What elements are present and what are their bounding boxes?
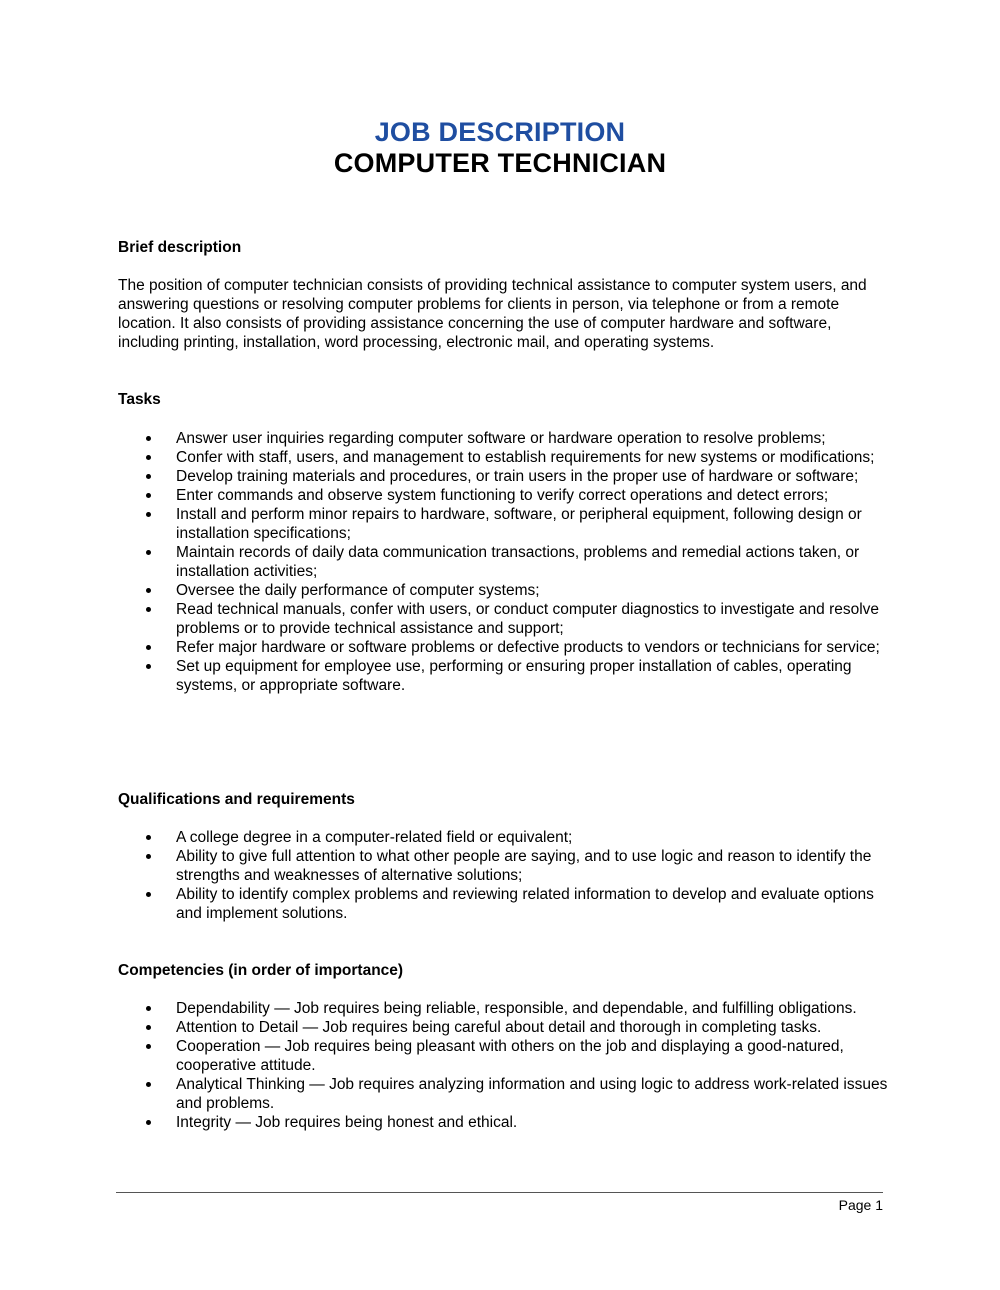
list-item <box>0 638 1000 657</box>
list-item <box>0 657 1000 695</box>
list-item <box>0 1018 1000 1037</box>
qualifications-heading: Qualifications and requirements <box>118 791 355 808</box>
list-item <box>0 429 1000 448</box>
list-item <box>0 885 1000 923</box>
list-item-text: Answer user inquiries regarding computer software or hardware operation to resolve problems; <box>176 430 826 447</box>
list-item <box>0 1113 1000 1132</box>
bullet-icon <box>146 512 151 517</box>
bullet-icon <box>146 645 151 650</box>
list-item <box>0 999 1000 1018</box>
bullet-icon <box>146 1044 151 1049</box>
document-title: JOB DESCRIPTION <box>374 117 626 147</box>
bullet-icon <box>146 1082 151 1087</box>
qualifications-list <box>0 828 1000 923</box>
bullet-icon <box>146 1006 151 1011</box>
list-item <box>0 847 1000 885</box>
list-item-text: Analytical Thinking — Job requires analyzing information and using logic to address work-related issues and problems. <box>176 1076 888 1112</box>
bullet-icon <box>146 892 151 897</box>
list-item-text: Install and perform minor repairs to hardware, software, or peripheral equipment, following design or installation specifications; <box>176 506 862 542</box>
brief-description-heading: Brief description <box>118 239 242 256</box>
list-item <box>0 1075 1000 1113</box>
list-item <box>0 543 1000 581</box>
bullet-icon <box>146 607 151 612</box>
list-item <box>0 600 1000 638</box>
list-item-text: Enter commands and observe system functioning to verify correct operations and detect errors; <box>176 487 829 504</box>
list-item <box>0 448 1000 467</box>
list-item <box>0 828 1000 847</box>
brief-description-text: The position of computer technician consists of providing technical assistance to computer system users, and answering questions or resolving computer problems for clients in person, via telephone or from a remote location. It also consists of providing assistance concerning the use of computer hardware and software, including printing, installation, word processing, electronic mail, and operating systems. <box>118 277 867 351</box>
list-item-text: Develop training materials and procedures, or train users in the proper use of hardware or software; <box>176 468 859 485</box>
bullet-icon <box>146 1120 151 1125</box>
list-item <box>0 581 1000 600</box>
bullet-icon <box>146 493 151 498</box>
list-item-text: Integrity — Job requires being honest and ethical. <box>176 1114 518 1131</box>
competencies-list <box>0 999 1000 1132</box>
competencies-heading: Competencies (in order of importance) <box>118 962 404 979</box>
document-subtitle: COMPUTER TECHNICIAN <box>333 148 667 178</box>
list-item <box>0 505 1000 543</box>
list-item <box>0 486 1000 505</box>
list-item-text: Set up equipment for employee use, performing or ensuring proper installation of cables, operating systems, or appropriate software. <box>176 658 852 694</box>
bullet-icon <box>146 474 151 479</box>
list-item-text: Read technical manuals, confer with users, or conduct computer diagnostics to investigate and resolve problems or to provide technical assistance and support; <box>176 601 880 637</box>
list-item-text: Refer major hardware or software problems or defective products to vendors or technicians for service; <box>176 639 880 656</box>
bullet-icon <box>146 436 151 441</box>
bullet-icon <box>146 835 151 840</box>
list-item-text: Ability to give full attention to what other people are saying, and to use logic and reason to identify the strengths and weaknesses of alternative solutions; <box>176 848 872 884</box>
bullet-icon <box>146 1025 151 1030</box>
list-item-text: Confer with staff, users, and management to establish requirements for new systems or modifications; <box>176 449 875 466</box>
bullet-icon <box>146 550 151 555</box>
bullet-icon <box>146 664 151 669</box>
bullet-icon <box>146 588 151 593</box>
tasks-heading: Tasks <box>118 391 161 408</box>
list-item <box>0 467 1000 486</box>
bullet-icon <box>146 854 151 859</box>
list-item-text: Ability to identify complex problems and reviewing related information to develop and evaluate options and implement solutions. <box>176 886 874 922</box>
list-item-text: Cooperation — Job requires being pleasant with others on the job and displaying a good-natured, cooperative attitude. <box>176 1038 844 1074</box>
page-number: Page 1 <box>838 1197 883 1213</box>
list-item-text: Maintain records of daily data communication transactions, problems and remedial actions taken, or installation activities; <box>176 544 860 580</box>
tasks-list <box>0 429 1000 695</box>
list-item-text: Dependability — Job requires being reliable, responsible, and dependable, and fulfilling obligations. <box>176 1000 857 1017</box>
list-item-text: A college degree in a computer-related field or equivalent; <box>176 829 573 846</box>
list-item <box>0 1037 1000 1075</box>
list-item-text: Attention to Detail — Job requires being careful about detail and thorough in completing tasks. <box>176 1019 822 1036</box>
bullet-icon <box>146 455 151 460</box>
footer-divider <box>116 1192 883 1193</box>
list-item-text: Oversee the daily performance of computer systems; <box>176 582 540 599</box>
